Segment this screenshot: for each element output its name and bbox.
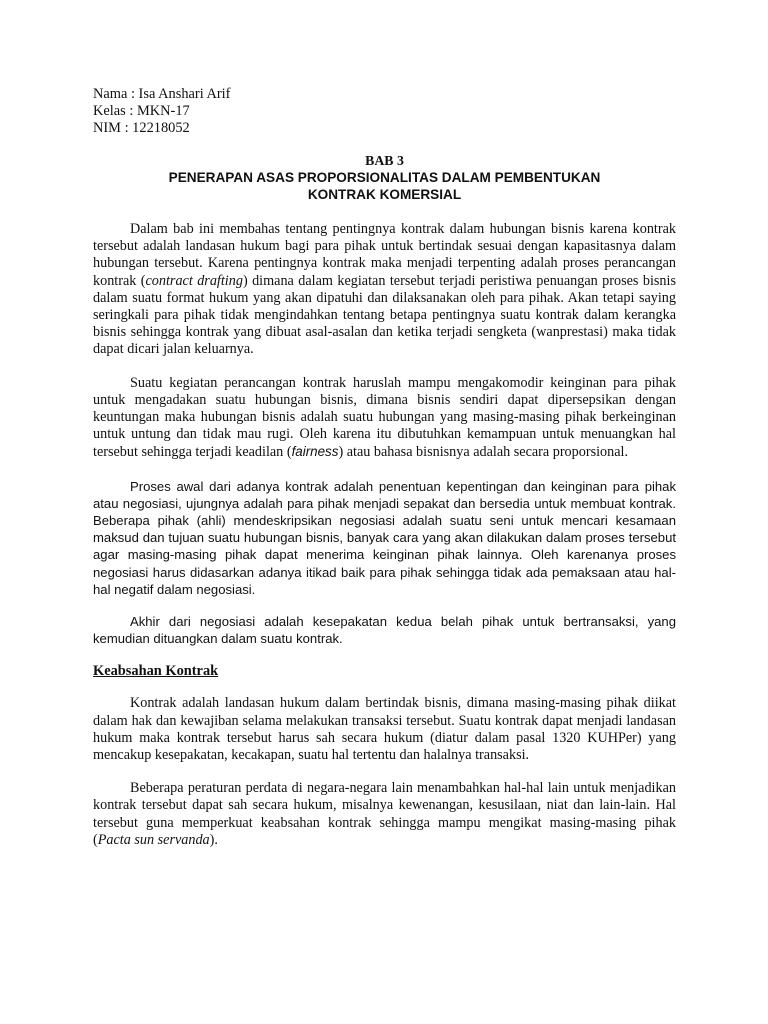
paragraph-1-text-a: Dalam bab ini membahas tentang pentingnya kontrak dalam hubungan bisnis karena kontrak tersebut adalah landasan hukum bagi para pihak untuk bertindak sesuai dengan kapasitasnya dalam hubungan tersebut. Karena pentingnya kontrak maka menjadi terpenting adalah proses perancangan kontrak ( <box>93 221 676 289</box>
paragraph-6-text-a: Beberapa peraturan perdata di negara-negara lain menambahkan hal-hal lain untuk menjadikan kontrak tersebut dapat sah secara hukum, misalnya kewenangan, kesusilaan, niat dan lain-lain. Hal tersebut guna memperkuat keabsahan kontrak sehingga mampu mengikat masing-masing pihak ( <box>93 780 676 848</box>
paragraph-2-text-b: ) atau bahasa bisnisnya adalah secara proporsional. <box>338 444 629 461</box>
student-name: Nama : Isa Anshari Arif <box>93 86 231 102</box>
paragraph-5: Kontrak adalah landasan hukum dalam bertindak bisnis, dimana masing-masing pihak diikat dalam hak dan kewajiban selama melakukan transaksi tersebut. Suatu kontrak dapat menjadi landasan hukum maka kontrak tersebut harus sah secara hukum (diatur dalam pasal 1320 KUHPer) yang mencakup kesepakatan, kecakapan, suatu hal tertentu dan halalnya transaksi. <box>93 695 676 764</box>
paragraph-6 <box>93 780 676 849</box>
paragraph-4: Akhir dari negosiasi adalah kesepakatan kedua belah pihak untuk bertransaksi, yang kemudian dituangkan dalam suatu kontrak. <box>93 614 676 647</box>
paragraph-6-italic: Pacta sun servanda <box>97 831 210 848</box>
paragraph-6-text-b: ). <box>209 831 218 848</box>
student-nim: NIM : 12218052 <box>93 120 190 136</box>
chapter-number: BAB 3 <box>365 153 404 168</box>
student-class: Kelas : MKN-17 <box>93 103 190 119</box>
document-page <box>93 86 676 849</box>
paragraph-1 <box>93 221 676 359</box>
paragraph-1-italic: contract drafting <box>145 272 243 289</box>
chapter-title-line-1: PENERAPAN ASAS PROPORSIONALITAS DALAM PEMBENTUKAN <box>168 170 601 185</box>
paragraph-1-text-b: ) dimana dalam kegiatan tersebut terjadi peristiwa penuangan proses bisnis dalam suatu format hukum yang akan dipatuhi dan dilaksanakan oleh para pihak. Akan tetapi saying seringkali para pihak tidak mengindahkan tentang betapa pentingnya suatu kontrak dalam kerangka bisnis sehingga kontrak yang dibuat asal-asalan dan ketika terjadi sengketa (wanprestasi) maka tidak dapat dicari jalan keluarnya. <box>93 272 676 358</box>
chapter-title-line-2: KONTRAK KOMERSIAL <box>307 187 462 202</box>
paragraph-2-italic: fairness <box>291 444 339 460</box>
chapter-title <box>93 152 676 203</box>
paragraph-2-text-a: Suatu kegiatan perancangan kontrak haruslah mampu mengakomodir keinginan para pihak untuk mengadakan suatu hubungan bisnis, dimana bisnis sendiri dapat dipersepsikan dengan keuntungan maka hubungan bisnis adalah suatu hubungan yang masing-masing pihak berkeinginan untuk untung dan tidak mau rugi. Oleh karena itu dibutuhkan kemampuan untuk menuangkan hal tersebut sehingga terjadi keadilan ( <box>93 374 676 461</box>
student-info <box>93 86 676 137</box>
paragraph-3: Proses awal dari adanya kontrak adalah penentuan kepentingan dan keinginan para pihak atau negosiasi, ujungnya adalah para pihak menjadi sepakat dan bersedia untuk membuat kontrak. Beberapa pihak (ahli) mendeskripsikan negosiasi adalah suatu seni untuk mencari kesamaan maksud dan tujuan suatu hubungan bisnis, banyak cara yang akan dilakukan dalam proses tersebut agar masing-masing pihak dapat menerima keinginan pihak lainnya. Oleh karenanya proses negosiasi harus didasarkan adanya itikad baik para pihak sehingga tidak ada pemaksaan atau hal-hal negatif dalam negosiasi. <box>93 478 676 597</box>
paragraph-2 <box>93 375 676 462</box>
section-heading: Keabsahan Kontrak <box>93 663 219 680</box>
